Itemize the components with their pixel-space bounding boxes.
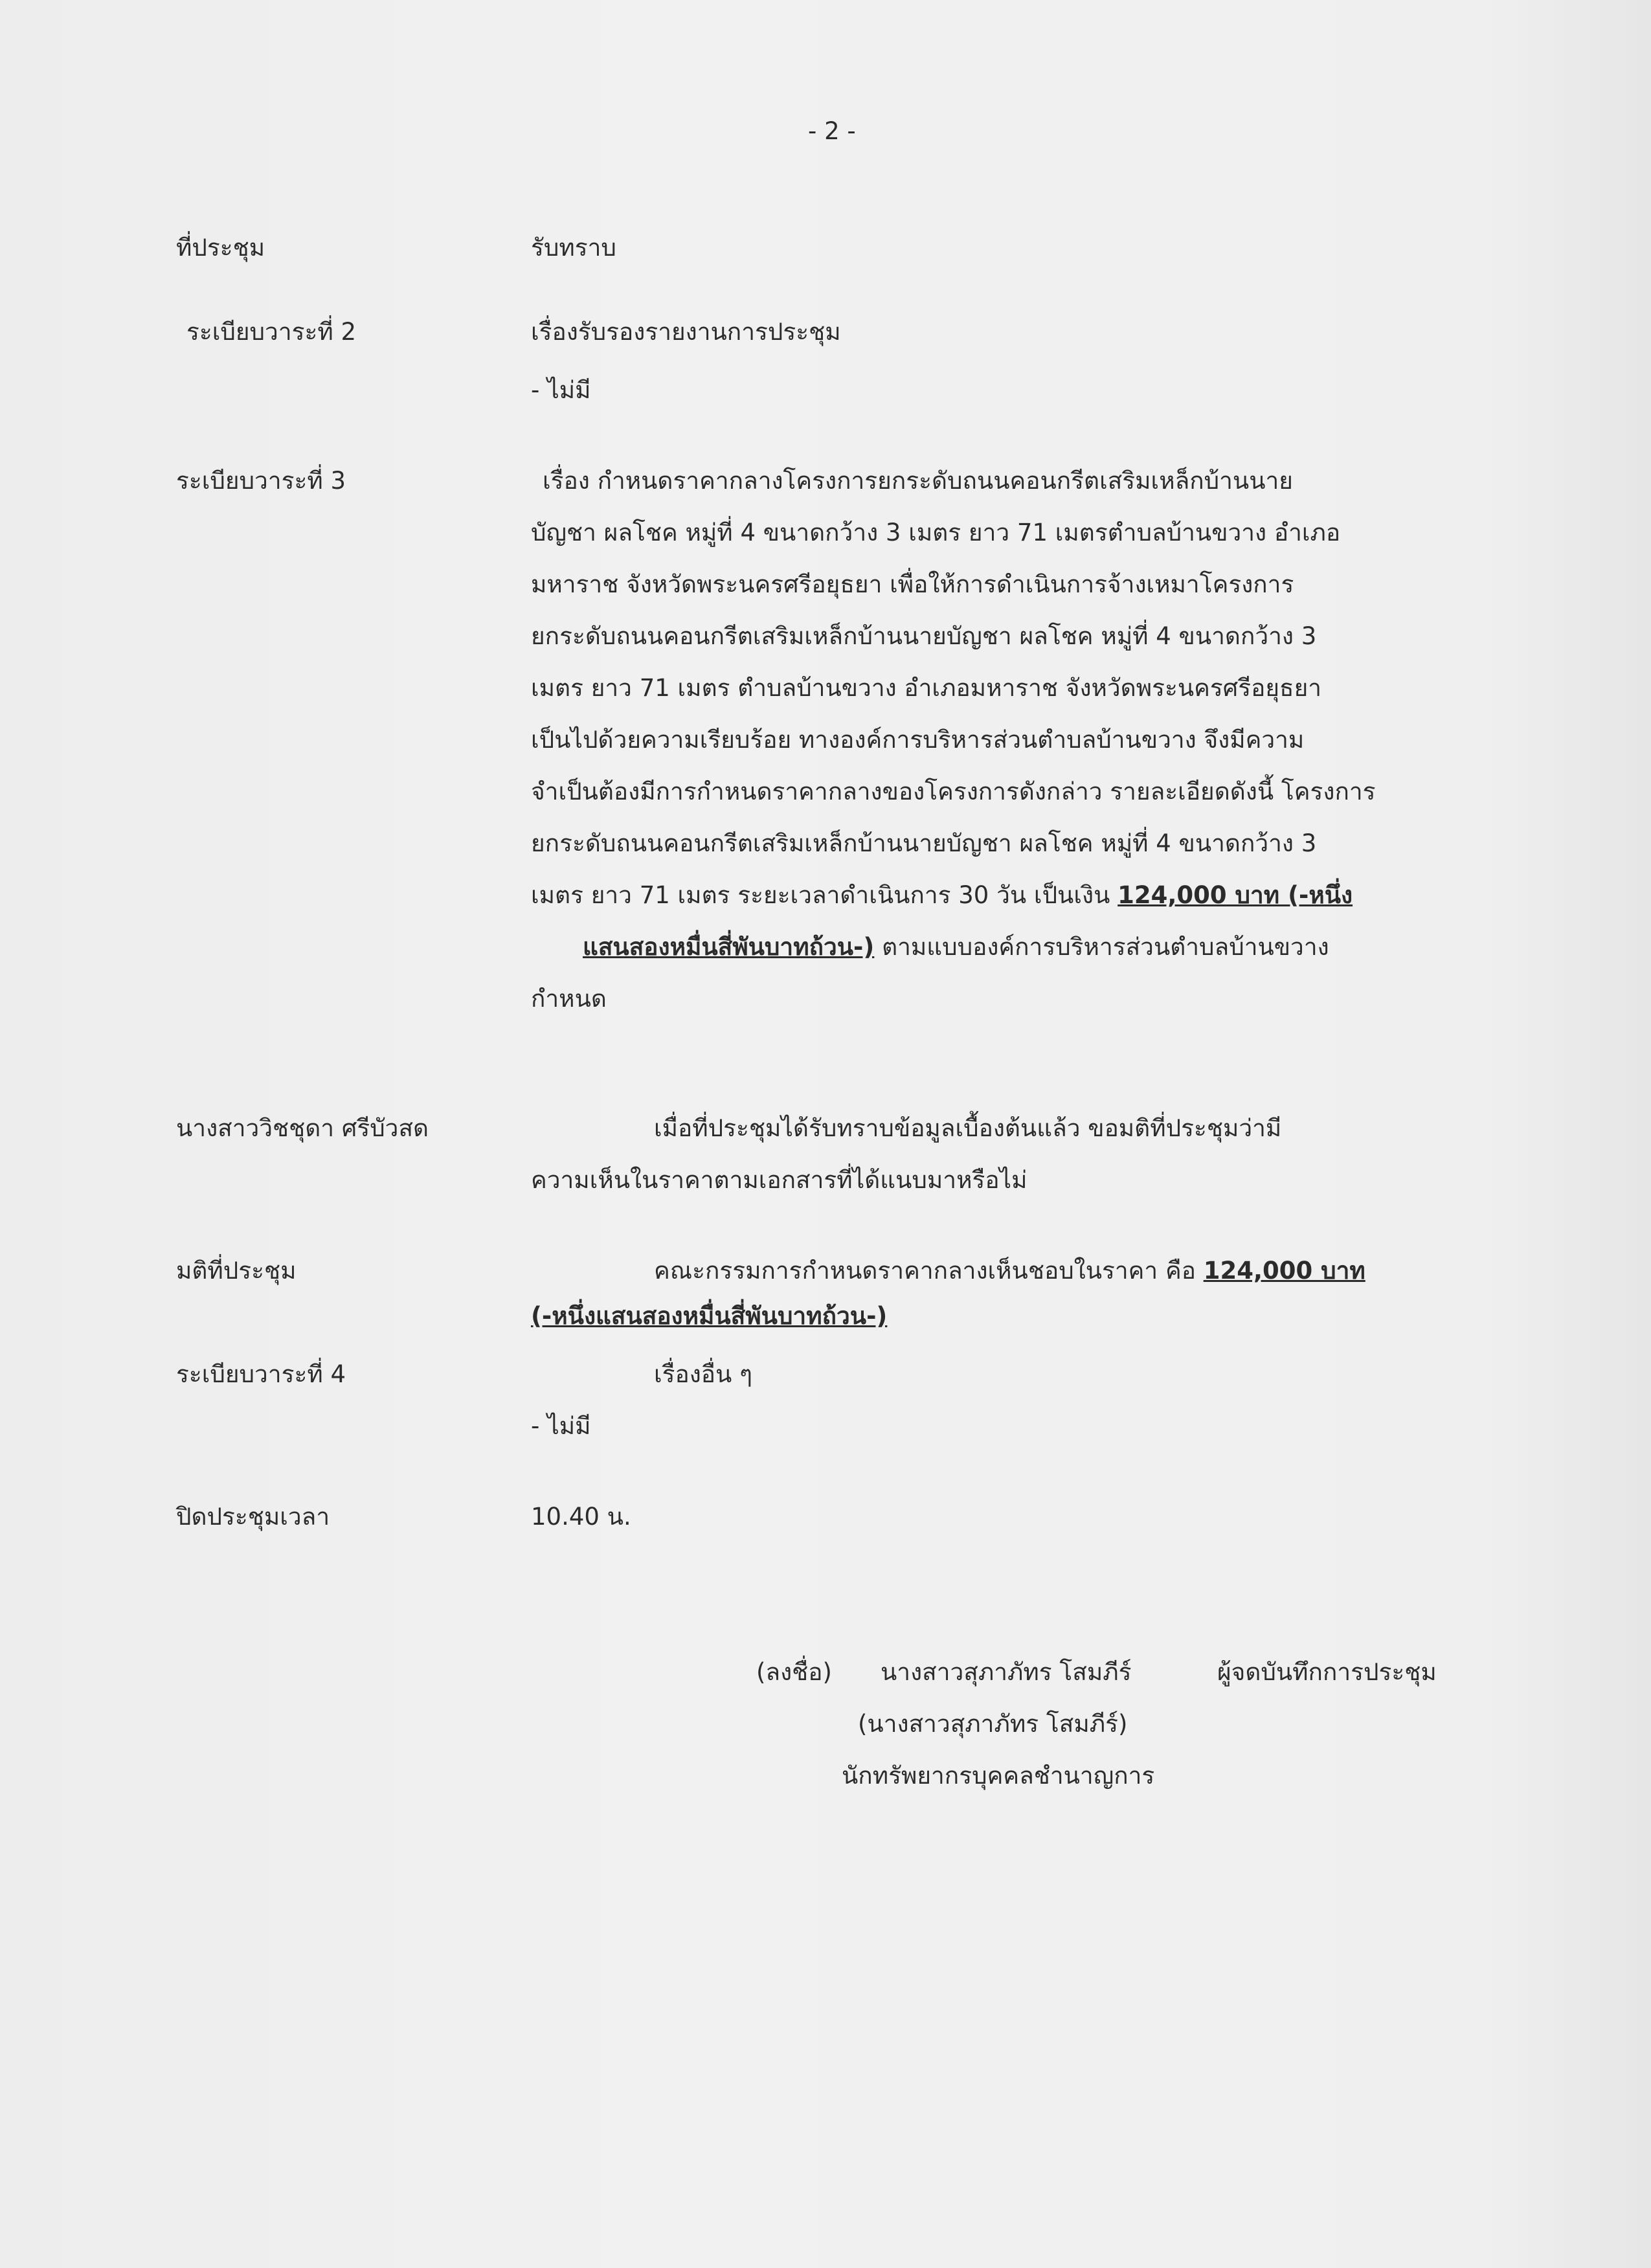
agenda3-line: เรื่อง กำหนดราคากลางโครงการยกระดับถนนคอนกรีตเสริมเหล็กบ้านนาย bbox=[543, 467, 1293, 495]
closing-value: 10.40 น. bbox=[531, 1503, 631, 1531]
chair-label: นางสาววิชชุดา ศรีบัวสด bbox=[176, 1114, 429, 1142]
agenda4-title: เรื่องอื่น ๆ bbox=[654, 1360, 752, 1388]
agenda4-label: ระเบียบวาระที่ 4 bbox=[176, 1360, 346, 1388]
agenda3-amount-words: แสนสองหมื่นสี่พันบาทถ้วน-) bbox=[583, 933, 875, 961]
agenda3-line10-suffix: ตามแบบองค์การบริหารส่วนตำบลบ้านขวาง bbox=[874, 933, 1329, 961]
closing-label: ปิดประชุมเวลา bbox=[176, 1503, 330, 1531]
chair-line: เมื่อที่ประชุมได้รับทราบข้อมูลเบื้องต้นแล้ว ขอมติที่ประชุมว่ามี bbox=[654, 1114, 1282, 1142]
page-number: - 2 - bbox=[808, 117, 856, 145]
agenda3-line: ยกระดับถนนคอนกรีตเสริมเหล็กบ้านนายบัญชา ผลโชค หมู่ที่ 4 ขนาดกว้าง 3 bbox=[531, 829, 1317, 857]
signer-role: ผู้จดบันทึกการประชุม bbox=[1217, 1658, 1437, 1686]
agenda4-item: - ไม่มี bbox=[531, 1412, 591, 1440]
resolution-prefix: คณะกรรมการกำหนดราคากลางเห็นชอบในราคา คือ bbox=[654, 1257, 1204, 1285]
resolution-amount-words bbox=[531, 1300, 887, 1332]
acknowledge-label: ที่ประชุม bbox=[176, 234, 265, 262]
agenda3-line: กำหนด bbox=[531, 985, 607, 1013]
signature-prefix: (ลงชื่อ) bbox=[756, 1658, 832, 1686]
agenda2-title: เรื่องรับรองรายงานการประชุม bbox=[531, 318, 841, 346]
resolution-amount: 124,000 บาท bbox=[1203, 1257, 1365, 1285]
resolution-line bbox=[654, 1255, 1365, 1287]
agenda3-line: เป็นไปด้วยความเรียบร้อย ทางองค์การบริหารส่วนตำบลบ้านขวาง จึงมีความ bbox=[531, 726, 1305, 754]
agenda3-line: จำเป็นต้องมีการกำหนดราคากลางของโครงการดังกล่าว รายละเอียดดังนี้ โครงการ bbox=[531, 778, 1376, 805]
signer-name: นางสาวสุภาภัทร โสมภีร์ bbox=[881, 1658, 1132, 1686]
agenda3-line: มหาราช จังหวัดพระนครศรีอยุธยา เพื่อให้การดำเนินการจ้างเหมาโครงการ bbox=[531, 570, 1294, 598]
resolution-amount-words-text: (-หนึ่งแสนสองหมื่นสี่พันบาทถ้วน-) bbox=[531, 1302, 888, 1330]
agenda3-line: บัญชา ผลโชค หมู่ที่ 4 ขนาดกว้าง 3 เมตร ยาว 71 เมตรตำบลบ้านขวาง อำเภอ bbox=[531, 519, 1341, 546]
signer-name-parens: (นางสาวสุภาภัทร โสมภีร์) bbox=[858, 1710, 1128, 1738]
chair-line: ความเห็นในราคาตามเอกสารที่ได้แนบมาหรือไม่ bbox=[531, 1166, 1028, 1194]
agenda3-amount-text: 124,000 บาท (-หนึ่ง bbox=[1118, 881, 1353, 909]
agenda3-line: เมตร ยาว 71 เมตร ตำบลบ้านขวาง อำเภอมหาราช จังหวัดพระนครศรีอยุธยา bbox=[531, 674, 1322, 702]
agenda3-line-amount bbox=[531, 879, 1353, 912]
agenda3-line9-prefix: เมตร ยาว 71 เมตร ระยะเวลาดำเนินการ 30 วัน เป็นเงิน bbox=[531, 881, 1118, 909]
resolution-label: มติที่ประชุม bbox=[176, 1257, 297, 1285]
acknowledge-value: รับทราบ bbox=[531, 234, 616, 262]
agenda3-line-amount-cont bbox=[583, 931, 1329, 963]
agenda3-line: ยกระดับถนนคอนกรีตเสริมเหล็กบ้านนายบัญชา ผลโชค หมู่ที่ 4 ขนาดกว้าง 3 bbox=[531, 622, 1317, 650]
signer-position: นักทรัพยากรบุคคลชำนาญการ bbox=[842, 1762, 1155, 1790]
agenda3-label: ระเบียบวาระที่ 3 bbox=[176, 467, 346, 495]
agenda2-item: - ไม่มี bbox=[531, 376, 591, 404]
agenda2-label: ระเบียบวาระที่ 2 bbox=[186, 318, 357, 346]
